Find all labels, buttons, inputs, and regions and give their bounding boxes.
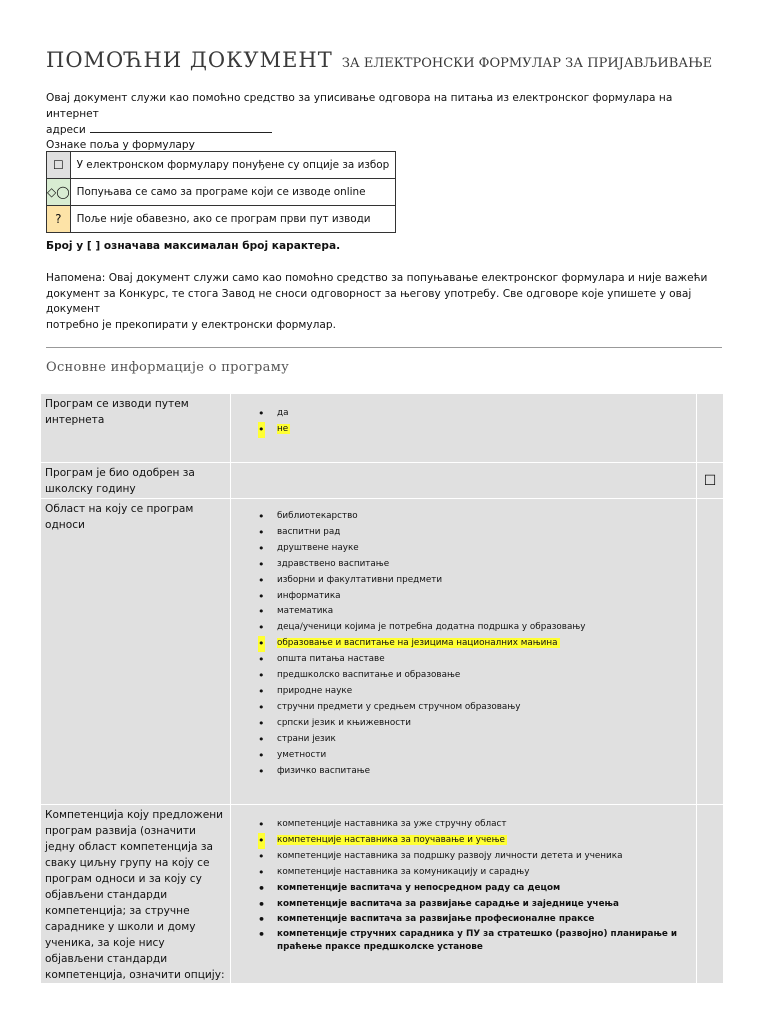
option-item[interactable]: • стручни предмети у средњем стручном образовању <box>255 700 696 716</box>
checkbox-icon: ☐ <box>47 152 71 179</box>
answer-cell <box>231 463 697 499</box>
document-title <box>46 48 712 72</box>
intro-paragraph: Овај документ служи као помоћно средство за уписивање одговора на питања из електронског формулара на интернет адреси <box>46 92 673 136</box>
option-item[interactable]: • здравствено васпитање <box>255 557 696 573</box>
option-item[interactable]: • српски језик и књижевности <box>255 716 696 732</box>
title-sub: ЗА ЕЛЕКТРОНСКИ ФОРМУЛАР ЗА ПРИЈАВЉИВАЊЕ <box>341 56 713 71</box>
disclaimer-note: Напомена: Овај документ служи само као помоћно средство за попуњавање електронског формулара и није важећи документ за Конкурс, те стога Завод не сноси одговорност за његову употребу. Све одговоре које упишете у овај документ потребно је прекопирати у електронски формулар. <box>46 272 708 331</box>
answer-cell <box>231 805 697 984</box>
legend-row: ? Поље није обавезно, ако се програм први пут изводи <box>47 206 396 233</box>
option-item[interactable]: • физичко васпитање <box>255 764 696 780</box>
option-item[interactable]: • уметности <box>255 748 696 764</box>
option-list <box>255 406 696 438</box>
question-label: Компетенција коју предложени програм развија (означити једну област компетенција за сваку циљну групу на коју се програм односи и за коју су објављени стандарди компетенција; за стручне сараднике у школи и дому ученика, за које нису објављени стандарди компетенција, означити опцију: <box>41 805 231 984</box>
section-title: Основне информације о програму <box>46 360 290 375</box>
question-label: Програм се изводи путем интернета <box>41 394 231 463</box>
question-row-competence <box>41 805 724 984</box>
side-cell <box>697 499 724 805</box>
question-label: Област на коју се програм односи <box>41 499 231 805</box>
option-item[interactable]: • компетенције стручних сарадника у ПУ за стратешко (развојно) планирање и праћење праксе предшколске установе <box>255 928 696 954</box>
option-item[interactable]: • предшколско васпитање и образовање <box>255 668 696 684</box>
option-item-selected[interactable]: • компетенције наставника за поучавање и учење <box>255 833 696 849</box>
option-item[interactable]: • компетенције наставника за подршку развоју личности детета и ученика <box>255 849 696 865</box>
answer-cell <box>231 499 697 805</box>
online-icon: ◇◯ <box>47 179 71 206</box>
legend-row: ◇◯ Попуњава се само за програме који се изводе online <box>47 179 396 206</box>
option-item[interactable]: • компетенције васпитача у непосредном раду са децом <box>255 881 696 897</box>
option-item[interactable]: • компетенције васпитача за развијање професионалне праксе <box>255 912 696 928</box>
question-row-internet <box>41 394 724 463</box>
option-item[interactable]: • деца/ученици којима је потребна додатна подршка у образовању <box>255 620 696 636</box>
question-label: Програм је био одобрен за школску годину <box>41 463 231 499</box>
section-divider <box>46 347 722 348</box>
checkbox-icon[interactable]: ☐ <box>697 463 724 499</box>
question-mark-icon: ? <box>47 206 71 233</box>
side-cell <box>697 394 724 463</box>
title-main: ПОМОЋНИ ДОКУМЕНТ <box>46 48 333 72</box>
option-item[interactable]: • компетенције наставника за уже стручну област <box>255 817 696 833</box>
program-info-table <box>40 393 724 984</box>
legend-table <box>46 151 396 233</box>
option-item[interactable]: • информатика <box>255 589 696 605</box>
question-row-area <box>41 499 724 805</box>
option-item[interactable]: • изборни и факултативни предмети <box>255 573 696 589</box>
answer-cell <box>231 394 697 463</box>
option-item[interactable]: • васпитни рад <box>255 525 696 541</box>
option-item[interactable]: • општа питања наставе <box>255 652 696 668</box>
address-blank-line <box>90 122 272 133</box>
question-row-approved <box>41 463 724 499</box>
side-cell <box>697 805 724 984</box>
option-item[interactable]: • компетенције наставника за комуникацију и сарадњу <box>255 865 696 881</box>
option-item[interactable]: • да <box>255 406 696 422</box>
option-list <box>255 509 696 779</box>
option-item-selected[interactable]: • образовање и васпитање на језицима националних мањина <box>255 636 696 652</box>
option-item[interactable]: • библиотекарство <box>255 509 696 525</box>
option-item[interactable]: • природне науке <box>255 684 696 700</box>
option-item-selected[interactable]: • не <box>255 422 696 438</box>
option-item[interactable]: • страни језик <box>255 732 696 748</box>
option-list <box>255 817 696 954</box>
max-characters-note: Број у [ ] означава максималан број карактера. <box>46 240 341 252</box>
option-item[interactable]: • друштвене науке <box>255 541 696 557</box>
legend-label: Ознаке поља у формулару <box>46 139 195 151</box>
option-item[interactable]: • математика <box>255 604 696 620</box>
option-item[interactable]: • компетенције васпитача за развијање сарадње и заједнице учења <box>255 897 696 913</box>
legend-row: ☐ У електронском формулару понуђене су опције за избор <box>47 152 396 179</box>
